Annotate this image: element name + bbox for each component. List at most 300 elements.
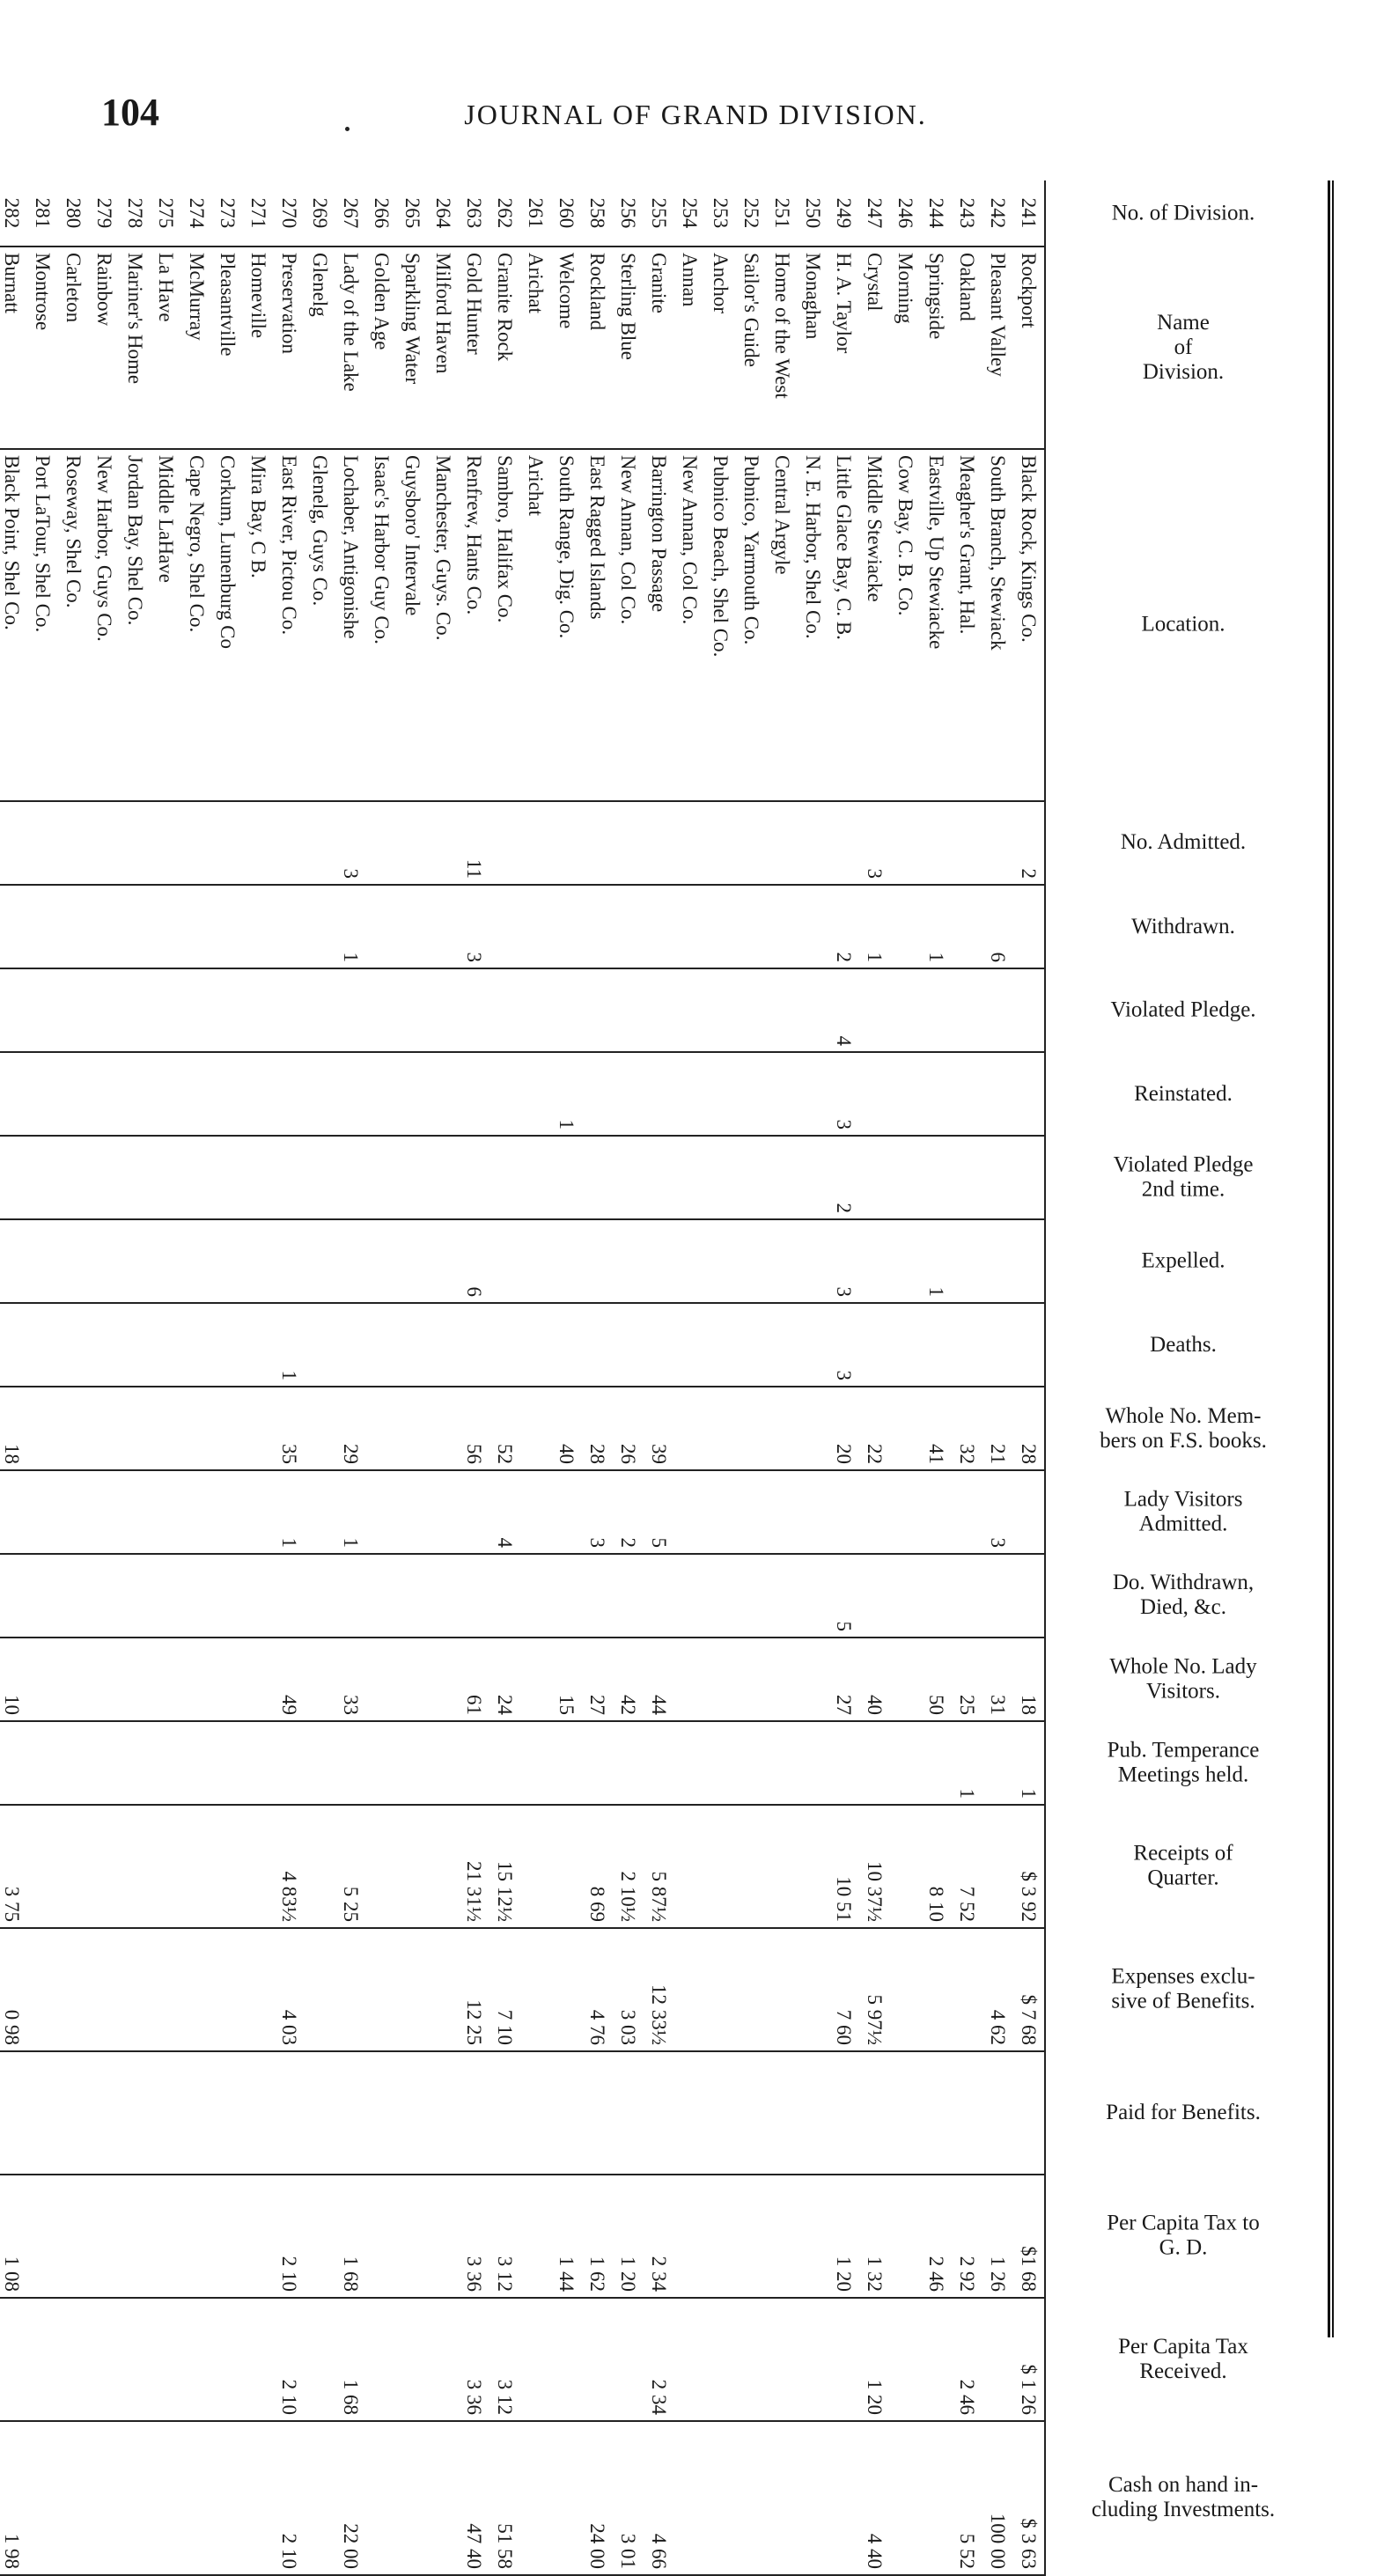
cell-name: Crystal [859,247,890,449]
cell-wd [644,885,674,968]
column-header-label: Violated Pledge 2nd time. [1113,1152,1254,1202]
cell-la [1013,1470,1045,1554]
cell-dth [890,1303,921,1387]
cell-pm [859,1721,890,1805]
cell-pct [736,2175,767,2298]
cell-dth [305,1303,335,1387]
cell-adm [489,801,520,885]
cell-adm: 3 [335,801,366,885]
cell-vp2 [428,1136,459,1219]
cell-rec [212,1805,243,1928]
cell-re [305,1052,335,1136]
cell-adm [243,801,274,885]
cell-lw [489,1554,520,1638]
cell-re [952,1052,983,1136]
cell-pcr: 2 34 [644,2298,674,2421]
cell-dth [736,1303,767,1387]
cell-vp2 [798,1136,828,1219]
table-row [736,180,767,2575]
cell-ex [27,1928,58,2051]
cell-re: 3 [828,1052,859,1136]
cell-ex [366,1928,397,2051]
cell-cash [767,2421,798,2575]
cell-no: 274 [181,180,212,247]
cell-no: 263 [459,180,489,247]
column-header [1045,1136,1321,1219]
cell-vp2 [705,1136,736,1219]
cell-lw [674,1554,705,1638]
cell-mem [705,1387,736,1470]
cell-no: 258 [582,180,613,247]
cell-vp [983,968,1013,1052]
cell-dth [767,1303,798,1387]
cell-re [89,1052,120,1136]
cell-la [58,1470,89,1554]
cell-wd [27,885,58,968]
cell-re [582,1052,613,1136]
cell-rec: 10 37½ [859,1805,890,1928]
cell-ex [428,1928,459,2051]
cell-re [0,1052,27,1136]
cell-exp [58,1219,89,1303]
cell-mem: 41 [921,1387,952,1470]
cell-wd [1013,885,1045,968]
cell-adm [428,801,459,885]
cell-pm [428,1721,459,1805]
table-body [0,180,1045,2575]
cell-lv: 33 [335,1638,366,1721]
cell-rec [520,1805,551,1928]
cell-re [366,1052,397,1136]
cell-name: Rockland [582,247,613,449]
cell-loc: Barrington Passage [644,449,674,801]
cell-pcr [520,2298,551,2421]
cell-exp [89,1219,120,1303]
cell-no: 271 [243,180,274,247]
cell-ex [181,1928,212,2051]
cell-pcr [582,2298,613,2421]
cell-pcr [428,2298,459,2421]
cell-exp: 3 [828,1219,859,1303]
cell-wd [58,885,89,968]
cell-rec [305,1805,335,1928]
cell-pcr [181,2298,212,2421]
cell-ex [305,1928,335,2051]
cell-ex [674,1928,705,2051]
cell-name: Springside [921,247,952,449]
cell-loc: Black Rock, Kings Co. [1013,449,1045,801]
cell-adm [120,801,151,885]
cell-cash: 1 98 [0,2421,27,2575]
cell-vp2 [644,1136,674,1219]
cell-name: Lady of the Lake [335,247,366,449]
table-row [921,180,952,2575]
cell-wd [613,885,644,968]
cell-pct [428,2175,459,2298]
cell-pm [551,1721,582,1805]
cell-pm [983,1721,1013,1805]
cell-no: 282 [0,180,27,247]
cell-exp [305,1219,335,1303]
cell-loc: New Annan, Col Co. [613,449,644,801]
cell-rec [674,1805,705,1928]
table-row [305,180,335,2575]
table-row [212,180,243,2575]
cell-lw [58,1554,89,1638]
cell-vp [58,968,89,1052]
cell-la: 1 [274,1470,305,1554]
cell-ben [397,2051,428,2175]
cell-cash [551,2421,582,2575]
cell-exp [859,1219,890,1303]
cell-cash [151,2421,181,2575]
cell-vp [27,968,58,1052]
cell-pm [58,1721,89,1805]
cell-wd: 1 [859,885,890,968]
cell-ben [428,2051,459,2175]
cell-la [212,1470,243,1554]
cell-lv [366,1638,397,1721]
cell-loc: Sambro, Halifax Co. [489,449,520,801]
cell-no: 265 [397,180,428,247]
cell-cash [705,2421,736,2575]
cell-vp [243,968,274,1052]
cell-name: Anchor [705,247,736,449]
cell-no: 249 [828,180,859,247]
cell-adm [644,801,674,885]
cell-vp2 [151,1136,181,1219]
cell-wd: 3 [459,885,489,968]
cell-lw [890,1554,921,1638]
cell-la: 1 [335,1470,366,1554]
cell-loc: Isaac's Harbor Guy Co. [366,449,397,801]
cell-lv: 18 [1013,1638,1045,1721]
cell-name: Preservation [274,247,305,449]
cell-exp [274,1219,305,1303]
column-header [1045,1387,1321,1470]
cell-vp [582,968,613,1052]
cell-exp [489,1219,520,1303]
cell-la: 2 [613,1470,644,1554]
cell-adm [27,801,58,885]
cell-pm [459,1721,489,1805]
cell-dth [859,1303,890,1387]
column-header-label: Whole No. Mem- bers on F.S. books. [1100,1403,1267,1453]
cell-pct: 1 62 [582,2175,613,2298]
cell-mem [305,1387,335,1470]
cell-loc: East River, Pictou Co. [274,449,305,801]
cell-adm [89,801,120,885]
cell-mem [89,1387,120,1470]
cell-la [305,1470,335,1554]
cell-exp [0,1219,27,1303]
cell-mem: 22 [859,1387,890,1470]
column-header-label: No. of Division. [1111,201,1255,225]
table-row [274,180,305,2575]
cell-lw [767,1554,798,1638]
cell-adm [397,801,428,885]
cell-pcr [674,2298,705,2421]
cell-pm [582,1721,613,1805]
cell-wd [89,885,120,968]
column-header-label: Receipts of Quarter. [1133,1841,1233,1890]
cell-lv: 31 [983,1638,1013,1721]
cell-la: 5 [644,1470,674,1554]
cell-cash [366,2421,397,2575]
table-row [983,180,1013,2575]
cell-pm [921,1721,952,1805]
cell-exp [767,1219,798,1303]
column-headers [1045,180,1321,2575]
cell-wd [798,885,828,968]
cell-ben [705,2051,736,2175]
cell-name: Welcome [551,247,582,449]
cell-rec: 21 31½ [459,1805,489,1928]
running-head: JOURNAL OF GRAND DIVISION. [464,99,927,130]
cell-wd [582,885,613,968]
cell-la [151,1470,181,1554]
cell-exp [181,1219,212,1303]
cell-cash: 24 00 [582,2421,613,2575]
cell-name: Home of the West [767,247,798,449]
cell-re [890,1052,921,1136]
column-header [1045,1470,1321,1554]
cell-vp2: 2 [828,1136,859,1219]
cell-pct [798,2175,828,2298]
cell-pcr [89,2298,120,2421]
cell-loc: Lochaber, Antigonishe [335,449,366,801]
cell-lw [798,1554,828,1638]
cell-ben [489,2051,520,2175]
cell-exp [366,1219,397,1303]
cell-rec: 8 10 [921,1805,952,1928]
cell-re [459,1052,489,1136]
cell-wd [520,885,551,968]
cell-ben [798,2051,828,2175]
cell-ex [520,1928,551,2051]
cell-no: 260 [551,180,582,247]
cell-no: 261 [520,180,551,247]
cell-dth [212,1303,243,1387]
cell-name: Pleasantville [212,247,243,449]
column-header [1045,1638,1321,1721]
cell-vp [1013,968,1045,1052]
cell-rec [428,1805,459,1928]
cell-no: 242 [983,180,1013,247]
cell-mem [674,1387,705,1470]
cell-cash: $ 3 63 [1013,2421,1045,2575]
table-row [1013,180,1045,2575]
cell-cash [921,2421,952,2575]
cell-lw [705,1554,736,1638]
cell-cash [736,2421,767,2575]
cell-name: Pleasant Valley [983,247,1013,449]
cell-rec: 8 69 [582,1805,613,1928]
column-header-label: Reinstated. [1134,1081,1233,1106]
cell-pcr: 3 12 [489,2298,520,2421]
cell-pm [890,1721,921,1805]
table-row [89,180,120,2575]
cell-ben [828,2051,859,2175]
cell-rec [551,1805,582,1928]
cell-vp2 [0,1136,27,1219]
cell-lv [674,1638,705,1721]
cell-pct [366,2175,397,2298]
cell-pcr [798,2298,828,2421]
cell-name: Annan [674,247,705,449]
cell-pcr [58,2298,89,2421]
cell-vp2 [397,1136,428,1219]
cell-pm [274,1721,305,1805]
cell-vp [366,968,397,1052]
cell-loc: Meagher's Grant, Hal. [952,449,983,801]
cell-dth [58,1303,89,1387]
cell-wd [674,885,705,968]
cell-lv: 25 [952,1638,983,1721]
cell-vp [890,968,921,1052]
cell-exp: 1 [921,1219,952,1303]
cell-re [274,1052,305,1136]
cell-wd: 1 [335,885,366,968]
cell-cash [428,2421,459,2575]
table-row [243,180,274,2575]
column-header [1045,2421,1321,2575]
cell-adm [366,801,397,885]
table-row [0,180,27,2575]
cell-lw [582,1554,613,1638]
cell-ben [1013,2051,1045,2175]
cell-ex: 7 10 [489,1928,520,2051]
cell-mem: 21 [983,1387,1013,1470]
cell-rec [120,1805,151,1928]
cell-rec [705,1805,736,1928]
cell-pm [27,1721,58,1805]
cell-pct [212,2175,243,2298]
cell-la [366,1470,397,1554]
cell-adm [921,801,952,885]
cell-vp2 [120,1136,151,1219]
cell-lw [736,1554,767,1638]
cell-cash [212,2421,243,2575]
cell-wd [551,885,582,968]
cell-ben [212,2051,243,2175]
cell-pm [736,1721,767,1805]
cell-exp [890,1219,921,1303]
table-row [366,180,397,2575]
cell-dth [366,1303,397,1387]
cell-pcr: 1 68 [335,2298,366,2421]
cell-pm [151,1721,181,1805]
cell-lw [0,1554,27,1638]
cell-vp [459,968,489,1052]
cell-adm [181,801,212,885]
cell-wd [428,885,459,968]
column-header [1045,968,1321,1052]
cell-cash: 3 01 [613,2421,644,2575]
cell-exp [212,1219,243,1303]
cell-pct [89,2175,120,2298]
cell-vp [674,968,705,1052]
cell-mem: 39 [644,1387,674,1470]
cell-no: 269 [305,180,335,247]
cell-rec [151,1805,181,1928]
cell-vp2 [674,1136,705,1219]
cell-vp2 [767,1136,798,1219]
cell-no: 246 [890,180,921,247]
cell-ben [58,2051,89,2175]
cell-vp2 [243,1136,274,1219]
cell-wd [305,885,335,968]
column-header-label: Per Capita Tax to G. D. [1107,2212,1260,2261]
cell-loc: New Harbor, Guys Co. [89,449,120,801]
cell-dth [459,1303,489,1387]
cell-name: Sparkling Water [397,247,428,449]
cell-pct [58,2175,89,2298]
cell-rec [243,1805,274,1928]
cell-lw [151,1554,181,1638]
cell-re [397,1052,428,1136]
column-header-label: Paid for Benefits. [1106,2101,1261,2125]
cell-mem [151,1387,181,1470]
cell-cash [58,2421,89,2575]
cell-ben [551,2051,582,2175]
cell-cash: 2 10 [274,2421,305,2575]
cell-re [798,1052,828,1136]
cell-name: Granite Rock [489,247,520,449]
cell-ex [89,1928,120,2051]
cell-exp [736,1219,767,1303]
cell-pct [520,2175,551,2298]
table-row [551,180,582,2575]
cell-pct: 1 44 [551,2175,582,2298]
cell-adm [520,801,551,885]
cell-ben [181,2051,212,2175]
cell-pcr [736,2298,767,2421]
cell-vp [212,968,243,1052]
cell-la [859,1470,890,1554]
cell-pcr [551,2298,582,2421]
cell-pm [305,1721,335,1805]
table-row [58,180,89,2575]
cell-re [767,1052,798,1136]
cell-ex [890,1928,921,2051]
cell-adm [828,801,859,885]
cell-lv: 15 [551,1638,582,1721]
cell-pm [181,1721,212,1805]
cell-dth [0,1303,27,1387]
cell-la [27,1470,58,1554]
cell-adm [305,801,335,885]
cell-la [459,1470,489,1554]
cell-ex [952,1928,983,2051]
cell-lv: 49 [274,1638,305,1721]
cell-name: Burnatt [0,247,27,449]
cell-vp [705,968,736,1052]
column-header-label: Withdrawn. [1131,914,1235,938]
cell-vp [274,968,305,1052]
cell-mem [27,1387,58,1470]
table-row [644,180,674,2575]
cell-dth [1013,1303,1045,1387]
cell-vp2 [520,1136,551,1219]
cell-exp [705,1219,736,1303]
table-row [120,180,151,2575]
cell-mem: 56 [459,1387,489,1470]
cell-wd: 1 [921,885,952,968]
cell-re [335,1052,366,1136]
page-header [0,90,1391,143]
cell-mem [767,1387,798,1470]
